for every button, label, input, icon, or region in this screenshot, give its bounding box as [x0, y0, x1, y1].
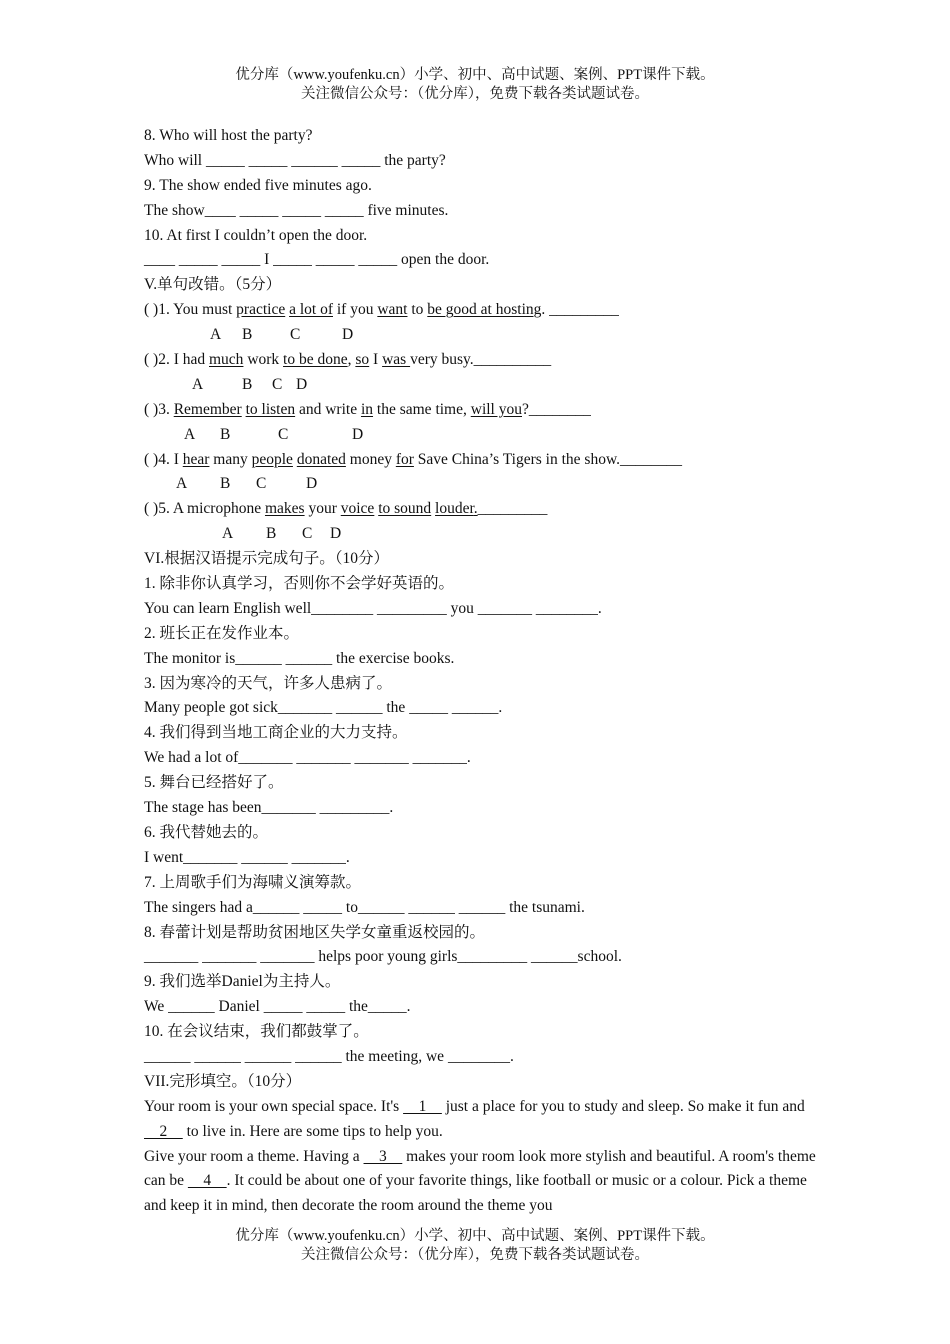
underlined-option: be good at hosting — [427, 301, 542, 319]
sentence-text: I — [369, 351, 383, 369]
section-7-title: VII.完形填空。（10分） — [144, 1072, 302, 1090]
sentence-text: A microphone — [172, 500, 265, 518]
option-letter: A — [210, 326, 222, 344]
english-answer-line: The singers had a______ _____ to______ ______ ______ the tsunami. — [144, 898, 585, 916]
option-letter: C — [290, 326, 301, 344]
english-answer-line: _______ _______ _______ helps poor young girls_________ ______school. — [144, 948, 622, 966]
underlined-option: a lot of — [289, 301, 333, 319]
english-answer-line: We ______ Daniel _____ _____ the_____. — [144, 998, 411, 1016]
sentence-text: Save China’s Tigers in the show.________ — [413, 450, 683, 468]
error-item — [144, 298, 816, 323]
underlined-option: donated — [296, 450, 346, 468]
english-answer-line: The stage has been_______ _________. — [144, 799, 394, 817]
underlined-option: people — [251, 450, 293, 468]
underlined-option: hear — [182, 450, 210, 468]
error-item — [144, 348, 816, 373]
chinese-prompt: 7. 上周歌手们为海啸义演筹款。 — [144, 873, 362, 891]
sentence-text: . _________ — [541, 301, 619, 319]
option-letters-row — [144, 472, 816, 497]
rewrite-q10-answer: ____ _____ _____ I _____ _____ _____ open the door. — [144, 251, 490, 269]
underlined-option: in — [360, 400, 374, 418]
rewrite-q9-answer: The show____ _____ _____ _____ five minutes. — [144, 201, 449, 219]
underlined-option: want — [377, 301, 408, 319]
cloze-text: makes your room look more stylish and beautiful. A room's theme can be — [144, 1147, 816, 1190]
cloze-text: just a place for you to study and sleep. So make it fun and — [441, 1097, 805, 1115]
chinese-prompt: 1. 除非你认真学习，否则你不会学好英语的。 — [144, 575, 455, 593]
cloze-blank: 1 — [403, 1097, 442, 1115]
sentence-text: money — [345, 450, 396, 468]
option-letters-row — [144, 323, 816, 348]
english-answer-line: I went_______ ______ _______. — [144, 848, 350, 866]
cloze-text: to live in. Here are some tips to help you. — [182, 1122, 443, 1140]
error-item-number: ( )1. — [144, 301, 174, 319]
section-6-title: VI.根据汉语提示完成句子。（10分） — [144, 550, 389, 568]
english-answer-line: You can learn English well________ _________ you _______ ________. — [144, 599, 602, 617]
option-letter: D — [352, 425, 364, 443]
chinese-prompt: 10. 在会议结束，我们都鼓掌了。 — [144, 1023, 369, 1041]
option-letter: A — [184, 425, 196, 443]
page-header — [0, 66, 950, 104]
option-letter: B — [220, 425, 231, 443]
option-letter: B — [220, 475, 231, 493]
underlined-option: was — [382, 351, 411, 369]
cloze-blank: 4 — [187, 1172, 227, 1190]
error-correction-list — [144, 298, 816, 547]
chinese-prompt: 9. 我们选举Daniel为主持人。 — [144, 973, 341, 991]
sentence-text: _________ — [477, 500, 548, 518]
footer-line-2: 关注微信公众号：（优分库），免费下载各类试题试卷。 — [301, 1247, 649, 1263]
option-letter: D — [306, 475, 318, 493]
underlined-option: much — [209, 351, 244, 369]
sentence-text: I had — [173, 351, 209, 369]
option-letter: D — [330, 525, 342, 543]
chinese-prompt: 4. 我们得到当地工商企业的大力支持。 — [144, 724, 408, 742]
english-answer-line: The monitor is______ ______ the exercise books. — [144, 649, 455, 667]
underlined-option: for — [395, 450, 414, 468]
option-letter: D — [342, 326, 354, 344]
rewrite-q8-answer: Who will _____ _____ ______ _____ the party? — [144, 151, 446, 169]
sentence-text: to — [407, 301, 428, 319]
option-letter: A — [176, 475, 188, 493]
sentence-text: if you — [333, 301, 378, 319]
english-answer-line: ______ ______ ______ ______ the meeting, we ________. — [144, 1047, 514, 1065]
header-line-1: 优分库（www.youfenku.cn）小学、初中、高中试题、案例、PPT课件下载。 — [235, 67, 715, 83]
cloze-blank: 2 — [144, 1122, 183, 1140]
footer-line-1: 优分库（www.youfenku.cn）小学、初中、高中试题、案例、PPT课件下载。 — [235, 1228, 715, 1244]
chinese-prompt: 8. 春蕾计划是帮助贫困地区失学女童重返校园的。 — [144, 923, 486, 941]
underlined-option: practice — [236, 301, 286, 319]
sentence-text: very busy.__________ — [410, 351, 552, 369]
chinese-prompt: 5. 舞台已经搭好了。 — [144, 774, 284, 792]
underlined-option: Remember — [173, 400, 242, 418]
underlined-option: to be done — [283, 351, 348, 369]
cloze-blank: 3 — [363, 1147, 403, 1165]
option-letter: C — [302, 525, 313, 543]
worksheet-body — [144, 124, 816, 1219]
sentence-text: your — [304, 500, 341, 518]
rewrite-q9-prompt: 9. The show ended five minutes ago. — [144, 176, 372, 194]
section-5-title: V.单句改错。（5分） — [144, 276, 282, 294]
cloze-paragraph-2 — [144, 1145, 816, 1220]
cloze-text: . It could be about one of your favorite things, like football or music or a colour. Pick a theme and keep it in mind, then decorate the room around the theme you — [144, 1172, 807, 1215]
option-letter: A — [192, 375, 204, 393]
option-letter: A — [222, 525, 234, 543]
chinese-prompt: 2. 班长正在发作业本。 — [144, 624, 300, 642]
rewrite-q8-prompt: 8. Who will host the party? — [144, 127, 313, 144]
option-letters-row — [144, 423, 816, 448]
underlined-option: voice — [340, 500, 375, 518]
sentence-text: and write — [295, 400, 361, 418]
sentence-text: You must — [173, 301, 237, 319]
error-item-number: ( )2. — [144, 351, 174, 369]
underlined-option: will you — [470, 400, 522, 418]
translation-list — [144, 572, 816, 1070]
page-footer — [0, 1227, 950, 1265]
underlined-option: so — [355, 351, 370, 369]
underlined-option: louder — [435, 500, 474, 518]
option-letter: C — [278, 425, 289, 443]
sentence-text: I — [173, 450, 183, 468]
error-item-number: ( )4. — [144, 450, 174, 468]
cloze-text: Give your room a theme. Having a — [144, 1147, 364, 1165]
option-letter: B — [242, 375, 253, 393]
error-item — [144, 497, 816, 522]
underlined-option: to sound — [378, 500, 432, 518]
sentence-text: many — [209, 450, 252, 468]
option-letter: C — [256, 475, 267, 493]
underlined-option: . — [473, 500, 478, 518]
sentence-text: ?________ — [522, 400, 591, 418]
error-item — [144, 398, 816, 423]
underlined-option: makes — [264, 500, 305, 518]
header-line-2: 关注微信公众号：（优分库），免费下载各类试题试卷。 — [301, 86, 649, 102]
english-answer-line: Many people got sick_______ ______ the _____ ______. — [144, 699, 503, 717]
option-letter: B — [266, 525, 277, 543]
cloze-text: Your room is your own special space. It's — [144, 1097, 404, 1115]
error-item-number: ( )5. — [144, 500, 173, 518]
chinese-prompt: 6. 我代替她去的。 — [144, 823, 269, 841]
option-letters-row — [144, 522, 816, 547]
option-letter: C — [272, 375, 283, 393]
sentence-text: the same time, — [373, 400, 471, 418]
option-letter: D — [296, 375, 308, 393]
chinese-prompt: 3. 因为寒冷的天气，许多人患病了。 — [144, 674, 393, 692]
sentence-text: , — [347, 351, 356, 369]
english-answer-line: We had a lot of_______ _______ _______ _______. — [144, 749, 471, 767]
error-item — [144, 448, 816, 473]
option-letters-row — [144, 373, 816, 398]
error-item-number: ( )3. — [144, 400, 174, 418]
underlined-option: to listen — [245, 400, 296, 418]
sentence-text: work — [243, 351, 284, 369]
rewrite-q10-prompt: 10. At first I couldn’t open the door. — [144, 226, 368, 244]
option-letter: B — [242, 326, 253, 344]
cloze-paragraph-1 — [144, 1095, 816, 1145]
